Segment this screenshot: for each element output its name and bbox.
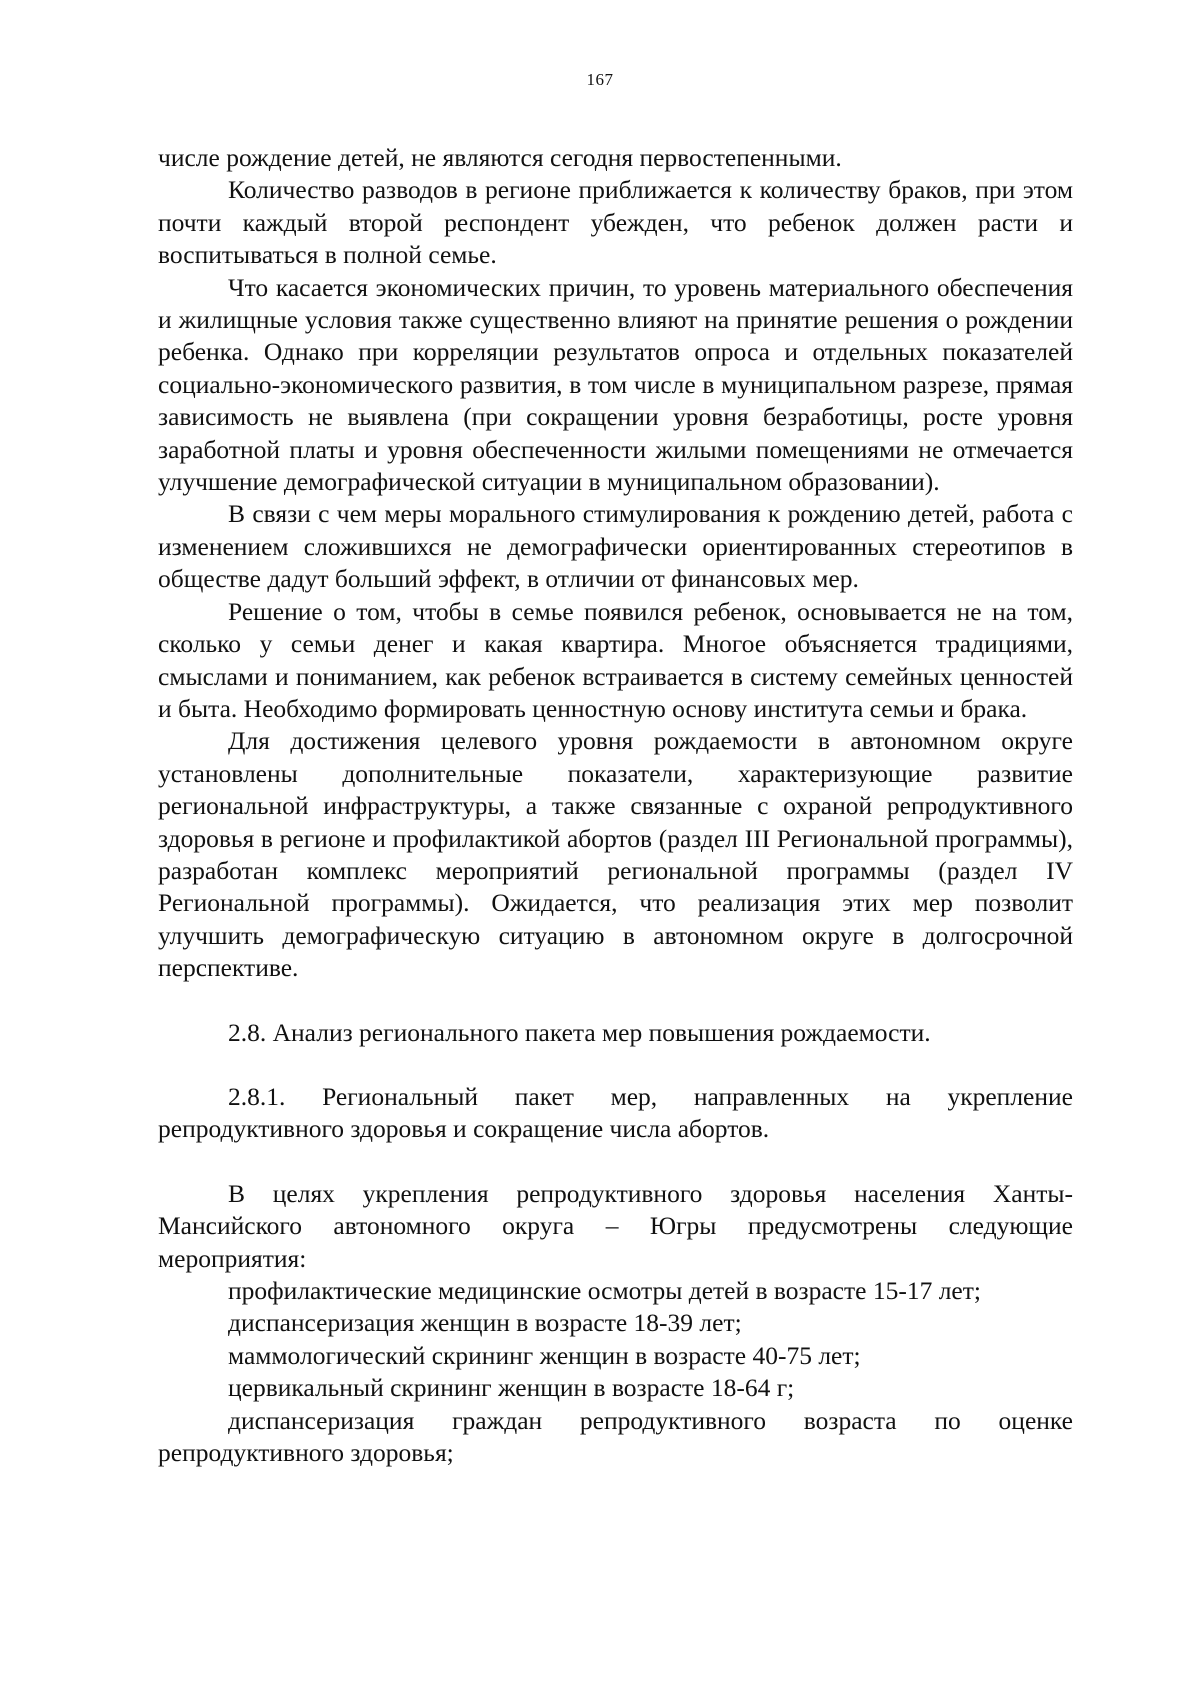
- paragraph-divorces: Количество разводов в регионе приближается к количеству браков, при этом почти каждый второй респондент убежден, что ребенок должен расти и воспитываться в полной семье.: [158, 175, 1073, 270]
- paragraph-family-values: Решение о том, чтобы в семье появился ребенок, основывается не на том, сколько у семьи денег и какая квартира. Многое объясняется традициями, смыслами и пониманием, как ребенок встраивается в систему семейных ценностей и быта. Необходимо формировать ценностную основу института семьи и брака.: [158, 596, 1073, 723]
- list-item: диспансеризация женщин в возрасте 18-39 лет;: [228, 1308, 742, 1338]
- list-item: маммологический скрининг женщин в возрасте 40-75 лет;: [228, 1340, 861, 1370]
- page-number: 167: [586, 70, 614, 89]
- paragraph-continuation: числе рождение детей, не являются сегодня первостепенными.: [158, 143, 842, 172]
- paragraph-target-birthrate: Для достижения целевого уровня рождаемости в автономном округе установлены дополнительные показатели, характеризующие развитие региональной инфраструктуры, а также связанные с охраной репродуктивного здоровья в регионе и профилактикой абортов (раздел III Региональной программы), разработан комплекс мероприятий региональной программы (раздел IV Региональной программы). Ожидается, что реализация этих мер позволит улучшить демографическую ситуацию в автономном округе в долгосрочной перспективе.: [158, 726, 1073, 983]
- list-item: цервикальный скрининг женщин в возрасте 18-64 г;: [228, 1373, 795, 1403]
- section-heading: 2.8. Анализ регионального пакета мер повышения рождаемости.: [228, 1017, 931, 1047]
- paragraph-economic-reasons: Что касается экономических причин, то уровень материального обеспечения и жилищные условия также существенно влияют на принятие решения о рождении ребенка. Однако при корреляции результатов опроса и отдельных показателей социально-экономического развития, в том числе в муниципальном разрезе, прямая зависимость не выявлена (при сокращении уровня безработицы, росте уровня заработной платы и уровня обеспеченности жилыми помещениями не отмечается улучшение демографической ситуации в муниципальном образовании).: [158, 272, 1073, 497]
- subsection-heading: 2.8.1. Региональный пакет мер, направленных на укрепление репродуктивного здоровья и сокращение числа абортов.: [158, 1081, 1073, 1144]
- body-text: [158, 142, 1073, 1469]
- measures-intro: В целях укрепления репродуктивного здоровья населения Ханты-Мансийского автономного округа – Югры предусмотрены следующие мероприятия:: [158, 1178, 1073, 1273]
- list-item: профилактические медицинские осмотры детей в возрасте 15-17 лет;: [228, 1276, 981, 1305]
- list-item: диспансеризация граждан репродуктивного возраста по оценке репродуктивного здоровья;: [158, 1405, 1073, 1468]
- paragraph-moral-stimulation: В связи с чем меры морального стимулирования к рождению детей, работа с изменением сложившихся не демографически ориентированных стереотипов в обществе дадут больший эффект, в отличии от финансовых мер.: [158, 499, 1073, 594]
